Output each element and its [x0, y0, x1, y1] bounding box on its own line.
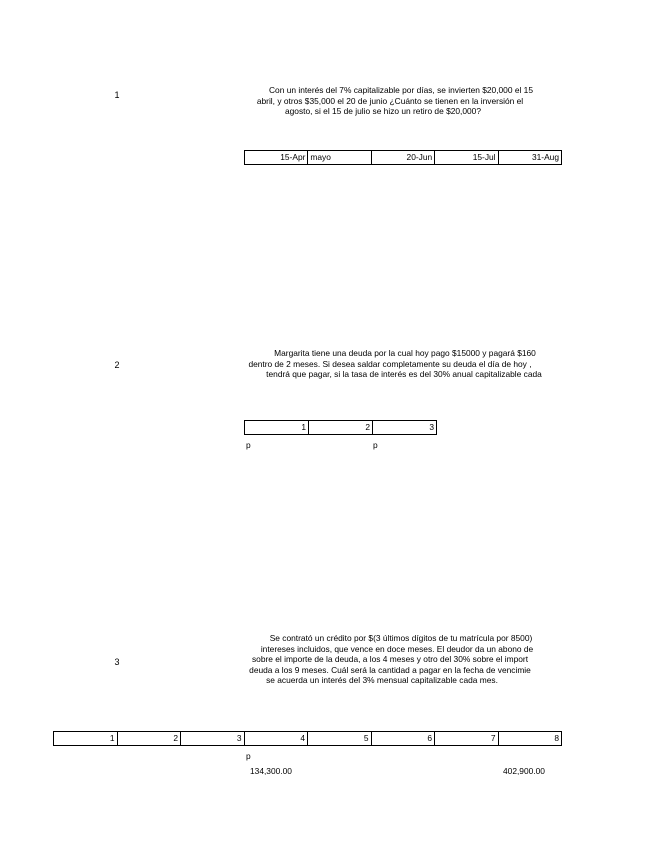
- problem-3-line: Se contrató un crédito por $(3 últimos dígitos de tu matrícula por 8500): [269, 633, 533, 643]
- timeline-cell: 1: [245, 421, 309, 435]
- timeline-cell: 31-Aug: [498, 151, 561, 165]
- problem-3-statement: [200, 633, 562, 691]
- problem-1-timeline: [244, 150, 562, 167]
- problem-2-timeline: [244, 420, 437, 435]
- timeline-cell: 15-Jul: [435, 151, 498, 165]
- problem-3-number: 3: [114, 657, 120, 667]
- problem-2-line: tendrá que pagar, si la tasa de interés es del 30% anual capitalizable cada: [266, 369, 542, 380]
- problem-1-line: agosto, si el 15 de julio se hizo un retiro de $20,000?: [284, 106, 481, 117]
- problem-3-timeline: [53, 731, 562, 748]
- payment-marker: p: [373, 440, 378, 450]
- problem-1-line: Con un interés del 7% capitalizable por días, se invierten $20,000 el 15: [269, 85, 533, 95]
- payment-marker: p: [246, 751, 251, 761]
- timeline-cell: 2: [309, 421, 373, 435]
- timeline-cell: 3: [181, 732, 245, 746]
- problem-3-line: sobre el importe de la deuda, a los 4 meses y otro del 30% sobre el import: [251, 654, 529, 665]
- timeline-cell: 5: [308, 732, 372, 746]
- problem-1-statement: [200, 85, 562, 121]
- problem-2-line: dentro de 2 meses. Si desea saldar completamente su deuda el día de hoy ,: [248, 358, 532, 369]
- problem-2-line: Margarita tiene una deuda por la cual hoy pago $15000 y pagará $160: [274, 348, 536, 358]
- timeline-cell: 20-Jun: [371, 151, 434, 165]
- problem-1-line: abril, y otros $35,000 el 20 de junio ¿Cuánto se tienen en la inversión el: [256, 95, 524, 106]
- timeline-cell: 7: [435, 732, 499, 746]
- problem-2-statement: [200, 348, 562, 384]
- problem-1-number: 1: [114, 90, 120, 100]
- problem-2-number: 2: [114, 360, 120, 370]
- problem-3-line: intereses incluidos, que vence en doce meses. El deudor da un abono de: [260, 643, 534, 654]
- payment-marker: p: [246, 440, 251, 450]
- timeline-cell: 2: [117, 732, 181, 746]
- timeline-cell: 4: [244, 732, 308, 746]
- timeline-cell: 15-Apr: [245, 151, 308, 165]
- problem-3-line: se acuerda un interés del 3% mensual capitalizable cada mes.: [266, 675, 498, 686]
- timeline-cell: 3: [373, 421, 437, 435]
- timeline-cell: 8: [498, 732, 562, 746]
- problem-3-line: deuda a los 9 meses. Cuál será la cantidad a pagar en la fecha de vencimie: [249, 664, 531, 675]
- timeline-cell: 6: [371, 732, 435, 746]
- timeline-cell: mayo: [308, 151, 371, 165]
- amount-value: 402,900.00: [503, 766, 545, 776]
- amount-value: 134,300.00: [250, 766, 292, 776]
- timeline-cell: 1: [54, 732, 118, 746]
